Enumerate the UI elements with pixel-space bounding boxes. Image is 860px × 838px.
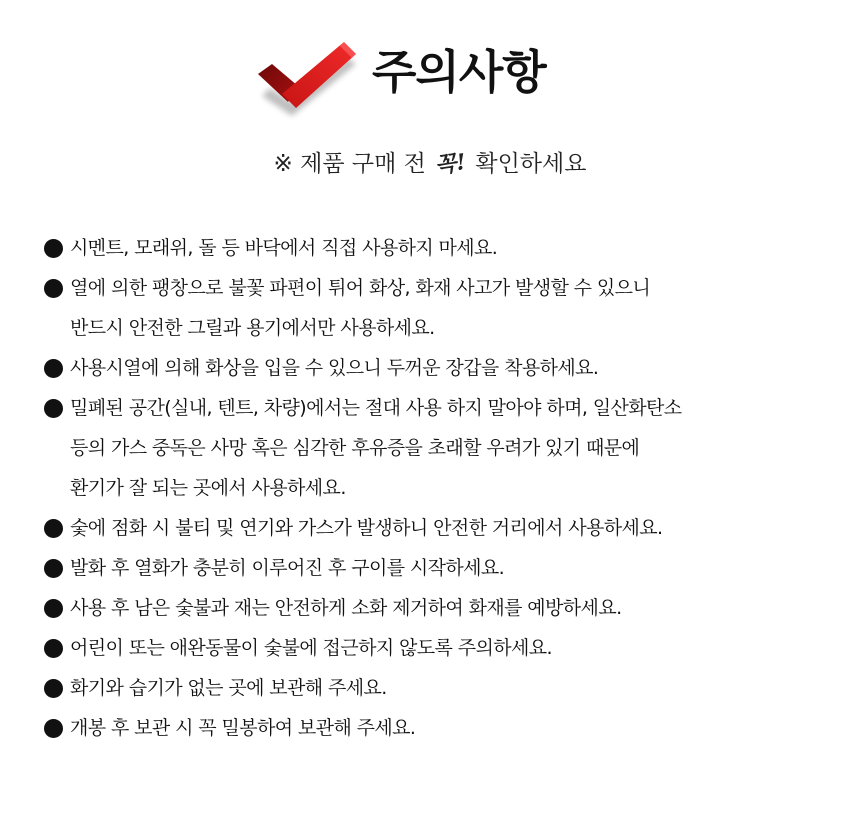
notice-line: 발화 후 열화가 충분히 이루어진 후 구이를 시작하세요. — [70, 557, 505, 579]
bullet-icon — [44, 279, 63, 298]
notice-item — [44, 708, 844, 748]
notice-item — [44, 668, 844, 708]
notice-line: 숯에 점화 시 불티 및 연기와 가스가 발생하니 안전한 거리에서 사용하세요. — [70, 517, 663, 539]
checkmark-icon — [252, 36, 364, 120]
notice-line: 시멘트, 모래위, 돌 등 바닥에서 직접 사용하지 마세요. — [70, 237, 498, 259]
notice-line: 화기와 습기가 없는 곳에 보관해 주세요. — [70, 677, 387, 699]
bullet-icon — [44, 679, 63, 698]
notice-line: 반드시 안전한 그릴과 용기에서만 사용하세요. — [70, 317, 435, 339]
subtitle — [0, 146, 860, 182]
notice-line: 어린이 또는 애완동물이 숯불에 접근하지 않도록 주의하세요. — [70, 637, 552, 659]
notice-line: 열에 의한 팽창으로 불꽃 파편이 튀어 화상, 화재 사고가 발생할 수 있으니 — [70, 277, 651, 299]
notice-item — [44, 548, 844, 588]
subtitle-suffix: 확인하세요 — [475, 151, 587, 177]
notice-item — [44, 508, 844, 548]
bullet-icon — [44, 519, 63, 538]
notice-line: 사용시열에 의해 화상을 입을 수 있으니 두꺼운 장갑을 착용하세요. — [70, 357, 599, 379]
bullet-icon — [44, 359, 63, 378]
bullet-icon — [44, 559, 63, 578]
notice-item — [44, 348, 844, 388]
subtitle-prefix: ※ 제품 구매 전 — [273, 151, 426, 177]
notice-item — [44, 628, 844, 668]
notice-item — [44, 268, 844, 348]
bullet-icon — [44, 639, 63, 658]
bullet-icon — [44, 599, 63, 618]
bullet-icon — [44, 399, 63, 418]
notice-line: 개봉 후 보관 시 꼭 밀봉하여 보관해 주세요. — [70, 717, 416, 739]
page-title: 주의사항 — [372, 45, 546, 99]
notice-item — [44, 228, 844, 268]
notice-item — [44, 588, 844, 628]
notice-line: 밀폐된 공간(실내, 텐트, 차량)에서는 절대 사용 하지 말아야 하며, 일산화탄소 — [70, 397, 682, 419]
bullet-icon — [44, 719, 63, 738]
subtitle-emphasis: 꼭! — [433, 148, 468, 180]
notice-item — [44, 388, 844, 508]
notice-list — [44, 228, 844, 748]
notice-line: 환기가 잘 되는 곳에서 사용하세요. — [70, 477, 346, 499]
bullet-icon — [44, 239, 63, 258]
header — [0, 30, 860, 120]
notice-line: 사용 후 남은 숯불과 재는 안전하게 소화 제거하여 화재를 예방하세요. — [70, 597, 622, 619]
notice-line: 등의 가스 중독은 사망 혹은 심각한 후유증을 초래할 우려가 있기 때문에 — [70, 437, 640, 459]
